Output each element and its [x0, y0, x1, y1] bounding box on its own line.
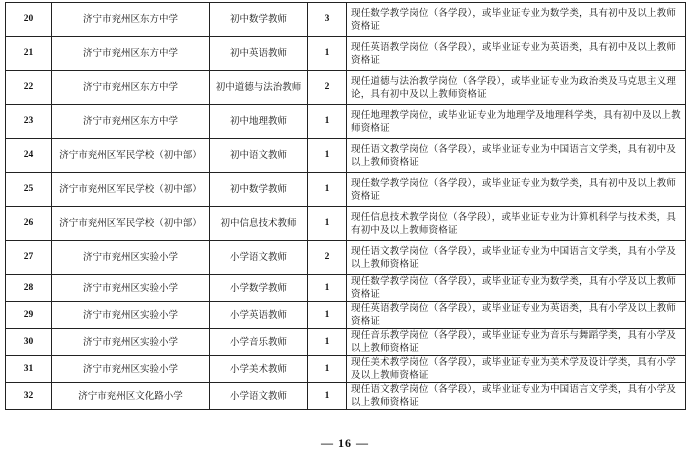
- unit-name: 济宁市兖州区东方中学: [52, 3, 210, 37]
- position-name: 小学数学教师: [210, 275, 308, 302]
- headcount: 1: [308, 302, 347, 329]
- row-number: 31: [6, 356, 52, 383]
- headcount: 1: [308, 383, 347, 410]
- unit-name: 济宁市兖州区军民学校（初中部）: [52, 173, 210, 207]
- row-number: 28: [6, 275, 52, 302]
- table-row: [6, 241, 686, 275]
- unit-name: 济宁市兖州区实验小学: [52, 356, 210, 383]
- table-row: [6, 3, 686, 37]
- position-name: 小学美术教师: [210, 356, 308, 383]
- position-name: 小学英语教师: [210, 302, 308, 329]
- headcount: 1: [308, 37, 347, 71]
- position-name: 初中道德与法治教师: [210, 71, 308, 105]
- headcount: 3: [308, 3, 347, 37]
- table-row: [6, 383, 686, 410]
- requirement: 现任语文教学岗位（各学段），或毕业证专业为中国语言文学类，具有初中及以上教师资格证: [347, 139, 686, 173]
- headcount: 1: [308, 275, 347, 302]
- headcount: 1: [308, 356, 347, 383]
- row-number: 21: [6, 37, 52, 71]
- table-row: [6, 139, 686, 173]
- table-row: [6, 356, 686, 383]
- unit-name: 济宁市兖州区实验小学: [52, 275, 210, 302]
- headcount: 1: [308, 207, 347, 241]
- unit-name: 济宁市兖州区文化路小学: [52, 383, 210, 410]
- requirement: 现任数学教学岗位（各学段），或毕业证专业为数学类，具有初中及以上教师资格证: [347, 3, 686, 37]
- position-name: 初中数学教师: [210, 3, 308, 37]
- position-name: 初中信息技术教师: [210, 207, 308, 241]
- row-number: 20: [6, 3, 52, 37]
- table-row: [6, 71, 686, 105]
- table-row: [6, 275, 686, 302]
- position-name: 小学语文教师: [210, 383, 308, 410]
- headcount: 1: [308, 105, 347, 139]
- headcount: 2: [308, 241, 347, 275]
- requirement: 现任语文教学岗位（各学段），或毕业证专业为中国语言文学类，具有小学及以上教师资格证: [347, 241, 686, 275]
- requirement: 现任英语教学岗位（各学段），或毕业证专业为英语类，具有小学及以上教师资格证: [347, 302, 686, 329]
- requirement: 现任数学教学岗位（各学段），或毕业证专业为数学类，具有初中及以上教师资格证: [347, 173, 686, 207]
- row-number: 27: [6, 241, 52, 275]
- headcount: 2: [308, 71, 347, 105]
- requirement: 现任道德与法治教学岗位（各学段），或毕业证专业为政治类及马克思主义理论，具有初中及以上教师资格证: [347, 71, 686, 105]
- table-row: [6, 329, 686, 356]
- table-row: [6, 173, 686, 207]
- page-number: — 16 —: [321, 436, 369, 450]
- table-row: [6, 105, 686, 139]
- requirement: 现任语文教学岗位（各学段），或毕业证专业为中国语言文学类，具有小学及以上教师资格证: [347, 383, 686, 410]
- unit-name: 济宁市兖州区军民学校（初中部）: [52, 139, 210, 173]
- recruitment-table: [5, 2, 686, 410]
- headcount: 1: [308, 329, 347, 356]
- table-row: [6, 302, 686, 329]
- position-name: 初中语文教师: [210, 139, 308, 173]
- requirement: 现任地理教学岗位，或毕业证专业为地理学及地理科学类，具有初中及以上教师资格证: [347, 105, 686, 139]
- unit-name: 济宁市兖州区东方中学: [52, 105, 210, 139]
- table-row: [6, 207, 686, 241]
- unit-name: 济宁市兖州区实验小学: [52, 241, 210, 275]
- unit-name: 济宁市兖州区东方中学: [52, 37, 210, 71]
- unit-name: 济宁市兖州区军民学校（初中部）: [52, 207, 210, 241]
- requirement: 现任音乐教学岗位（各学段），或毕业证专业为音乐与舞蹈学类，具有小学及以上教师资格证: [347, 329, 686, 356]
- row-number: 24: [6, 139, 52, 173]
- requirement: 现任信息技术教学岗位（各学段），或毕业证专业为计算机科学与技术类，具有初中及以上教师资格证: [347, 207, 686, 241]
- row-number: 29: [6, 302, 52, 329]
- requirement: 现任美术教学岗位（各学段），或毕业证专业为美术学及设计学类，具有小学及以上教师资格证: [347, 356, 686, 383]
- headcount: 1: [308, 173, 347, 207]
- row-number: 30: [6, 329, 52, 356]
- unit-name: 济宁市兖州区实验小学: [52, 329, 210, 356]
- unit-name: 济宁市兖州区东方中学: [52, 71, 210, 105]
- row-number: 23: [6, 105, 52, 139]
- requirement: 现任英语教学岗位（各学段），或毕业证专业为英语类，具有初中及以上教师资格证: [347, 37, 686, 71]
- position-name: 初中数学教师: [210, 173, 308, 207]
- row-number: 22: [6, 71, 52, 105]
- position-name: 小学音乐教师: [210, 329, 308, 356]
- row-number: 25: [6, 173, 52, 207]
- row-number: 32: [6, 383, 52, 410]
- requirement: 现任数学教学岗位（各学段），或毕业证专业为数学类，具有小学及以上教师资格证: [347, 275, 686, 302]
- position-name: 初中地理教师: [210, 105, 308, 139]
- position-name: 小学语文教师: [210, 241, 308, 275]
- unit-name: 济宁市兖州区实验小学: [52, 302, 210, 329]
- headcount: 1: [308, 139, 347, 173]
- row-number: 26: [6, 207, 52, 241]
- position-name: 初中英语教师: [210, 37, 308, 71]
- table-row: [6, 37, 686, 71]
